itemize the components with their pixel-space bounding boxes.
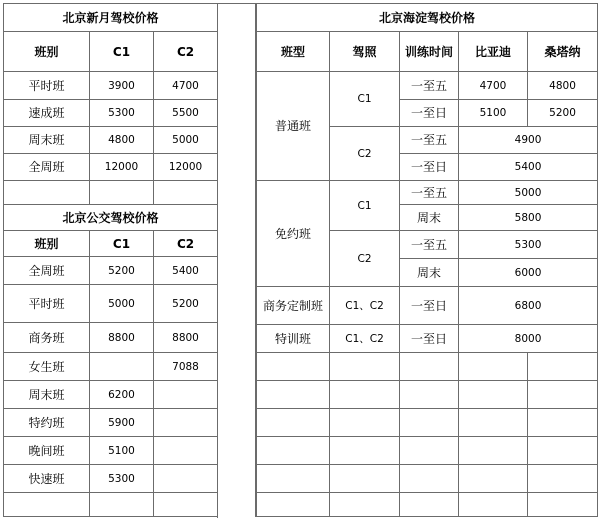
haidian-title: 北京海淀驾校价格 xyxy=(257,4,598,32)
price-merged: 5300 xyxy=(459,231,598,259)
empty-cell xyxy=(154,181,218,205)
table-cell-c1: 5300 xyxy=(90,465,154,493)
empty-cell xyxy=(400,437,459,465)
price-merged: 6000 xyxy=(459,259,598,287)
price-byd: 4700 xyxy=(459,72,528,100)
price-merged: 6800 xyxy=(459,287,598,325)
empty-cell xyxy=(528,409,598,437)
table-row-name: 女生班 xyxy=(4,353,90,381)
price-merged: 5400 xyxy=(459,154,598,181)
table-cell-c2: 5400 xyxy=(154,257,218,285)
training-time: 一至五 xyxy=(400,72,459,100)
table-cell-c2: 12000 xyxy=(154,154,218,181)
table-row-name: 全周班 xyxy=(4,257,90,285)
training-time: 周末 xyxy=(400,205,459,231)
empty-cell xyxy=(400,465,459,493)
empty-cell xyxy=(257,381,330,409)
empty-cell xyxy=(400,493,459,517)
training-time: 一至五 xyxy=(400,231,459,259)
license-c1: C1 xyxy=(330,181,400,231)
empty-cell xyxy=(528,353,598,381)
table-cell-c2: 8800 xyxy=(154,323,218,353)
empty-cell xyxy=(257,353,330,381)
table-row-name: 晚间班 xyxy=(4,437,90,465)
empty-cell xyxy=(459,465,528,493)
haidian-header-time: 训练时间 xyxy=(400,32,459,72)
license-c2: C2 xyxy=(330,231,400,287)
empty-cell xyxy=(528,465,598,493)
table-cell-c2: 5000 xyxy=(154,127,218,154)
empty-cell xyxy=(330,465,400,493)
gongjiao-header-class: 班别 xyxy=(4,231,90,257)
table-cell-c2 xyxy=(154,409,218,437)
table-cell-c1: 5100 xyxy=(90,437,154,465)
table-row-name: 特约班 xyxy=(4,409,90,437)
price-merged: 5000 xyxy=(459,181,598,205)
table-cell-c2 xyxy=(154,437,218,465)
empty-cell xyxy=(330,409,400,437)
empty-cell xyxy=(257,493,330,517)
table-cell-c1 xyxy=(90,353,154,381)
empty-cell xyxy=(257,465,330,493)
haidian-header-santana: 桑塔纳 xyxy=(528,32,598,72)
empty-cell xyxy=(400,381,459,409)
spacer-column xyxy=(217,3,256,517)
table-cell-c1: 5000 xyxy=(90,285,154,323)
table-cell-c1: 5900 xyxy=(90,409,154,437)
table-cell-c2: 4700 xyxy=(154,72,218,100)
table-cell-c1: 8800 xyxy=(90,323,154,353)
empty-cell xyxy=(257,437,330,465)
empty-cell xyxy=(330,381,400,409)
table-cell-c2: 5500 xyxy=(154,100,218,127)
price-byd: 5100 xyxy=(459,100,528,127)
table-cell-c2 xyxy=(154,465,218,493)
training-time: 一至日 xyxy=(400,100,459,127)
license-c1: C1 xyxy=(330,72,400,127)
price-merged: 8000 xyxy=(459,325,598,353)
price-santana: 4800 xyxy=(528,72,598,100)
training-time: 一至五 xyxy=(400,127,459,154)
license-c1-c2: C1、C2 xyxy=(330,325,400,353)
haidian-header-license: 驾照 xyxy=(330,32,400,72)
class-type-mianyue: 免约班 xyxy=(257,181,330,287)
empty-cell xyxy=(257,409,330,437)
haidian-price-table xyxy=(256,3,598,517)
class-type-putong: 普通班 xyxy=(257,72,330,181)
license-c2: C2 xyxy=(330,127,400,181)
empty-cell xyxy=(459,437,528,465)
empty-cell xyxy=(4,181,90,205)
empty-cell xyxy=(90,181,154,205)
empty-cell xyxy=(459,353,528,381)
class-type-shangwu: 商务定制班 xyxy=(257,287,330,325)
empty-cell xyxy=(330,437,400,465)
xinyue-header-c2: C2 xyxy=(154,32,218,72)
price-santana: 5200 xyxy=(528,100,598,127)
xinyue-header-class: 班别 xyxy=(4,32,90,72)
table-row-name: 周末班 xyxy=(4,381,90,409)
empty-cell xyxy=(4,493,90,517)
empty-cell xyxy=(330,353,400,381)
training-time: 一至五 xyxy=(400,181,459,205)
class-type-texun: 特训班 xyxy=(257,325,330,353)
table-cell-c2: 7088 xyxy=(154,353,218,381)
price-merged: 4900 xyxy=(459,127,598,154)
table-row-name: 快速班 xyxy=(4,465,90,493)
table-cell-c1: 4800 xyxy=(90,127,154,154)
haidian-header-type: 班型 xyxy=(257,32,330,72)
empty-cell xyxy=(528,381,598,409)
xinyue-header-c1: C1 xyxy=(90,32,154,72)
training-time: 一至日 xyxy=(400,325,459,353)
price-merged: 5800 xyxy=(459,205,598,231)
table-cell-c1: 5200 xyxy=(90,257,154,285)
gongjiao-title: 北京公交驾校价格 xyxy=(4,205,218,231)
empty-cell xyxy=(400,353,459,381)
table-cell-c1: 3900 xyxy=(90,72,154,100)
empty-cell xyxy=(459,409,528,437)
license-c1-c2: C1、C2 xyxy=(330,287,400,325)
training-time: 周末 xyxy=(400,259,459,287)
table-row-name: 商务班 xyxy=(4,323,90,353)
training-time: 一至日 xyxy=(400,154,459,181)
table-cell-c1: 12000 xyxy=(90,154,154,181)
table-row-name: 全周班 xyxy=(4,154,90,181)
empty-cell xyxy=(459,381,528,409)
haidian-header-byd: 比亚迪 xyxy=(459,32,528,72)
table-row-name: 平时班 xyxy=(4,285,90,323)
table-row-name: 平时班 xyxy=(4,72,90,100)
gongjiao-header-c2: C2 xyxy=(154,231,218,257)
table-cell-c1: 6200 xyxy=(90,381,154,409)
empty-cell xyxy=(154,493,218,517)
xinyue-title: 北京新月驾校价格 xyxy=(4,4,218,32)
empty-cell xyxy=(400,409,459,437)
table-row-name: 周末班 xyxy=(4,127,90,154)
empty-cell xyxy=(330,493,400,517)
table-cell-c2 xyxy=(154,381,218,409)
table-row-name: 速成班 xyxy=(4,100,90,127)
training-time: 一至日 xyxy=(400,287,459,325)
gongjiao-price-table xyxy=(3,204,218,517)
empty-cell xyxy=(90,493,154,517)
table-cell-c2: 5200 xyxy=(154,285,218,323)
empty-cell xyxy=(528,437,598,465)
gongjiao-header-c1: C1 xyxy=(90,231,154,257)
empty-cell xyxy=(528,493,598,517)
table-cell-c1: 5300 xyxy=(90,100,154,127)
xinyue-price-table xyxy=(3,3,218,205)
empty-cell xyxy=(459,493,528,517)
